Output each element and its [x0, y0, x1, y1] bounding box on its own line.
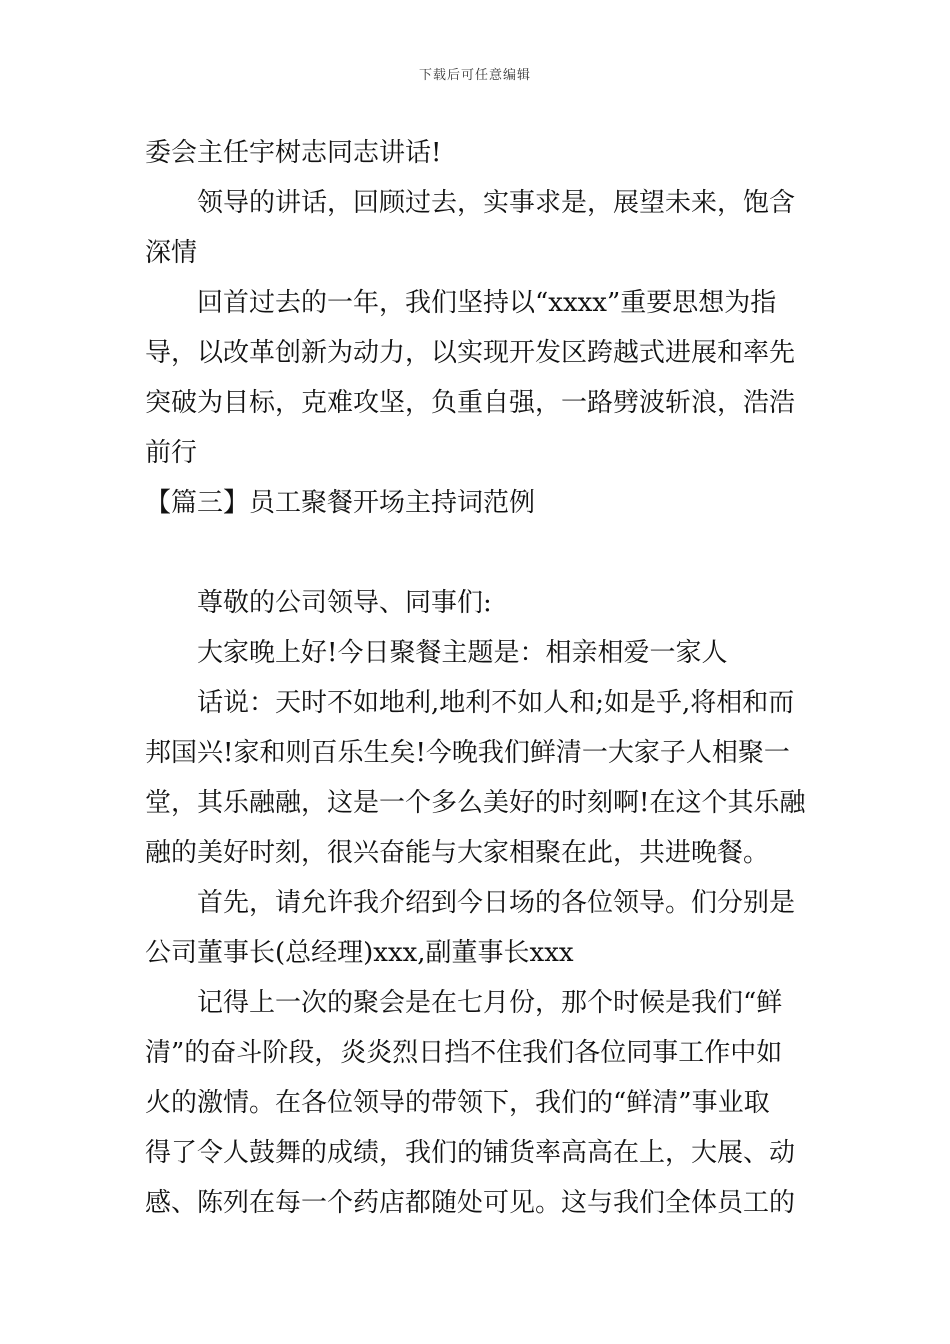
paragraph-line: 领导的讲话，回顾过去，实事求是，展望未来，饱含 — [197, 188, 796, 218]
body-line: 深情 — [145, 238, 198, 268]
body-line: 前行 — [145, 438, 198, 468]
body-line: 得了令人鼓舞的成绩，我们的铺货率高高在上，大展、动 — [145, 1138, 796, 1168]
body-line: 火的激情。在各位领导的带领下，我们的“鲜清”事业取 — [145, 1088, 770, 1118]
greeting-line: 尊敬的公司领导、同事们: — [197, 588, 492, 618]
body-line: 清”的奋斗阶段，炎炎烈日挡不住我们各位同事工作中如 — [145, 1038, 783, 1068]
blank-line — [145, 528, 810, 578]
paragraph-line: 首先，请允许我介绍到今日场的各位领导。们分别是 — [197, 888, 796, 918]
page-header-note: 下载后可任意编辑 — [418, 68, 531, 83]
paragraph-line: 大家晚上好!今日聚餐主题是：相亲相爱一家人 — [197, 638, 728, 668]
section-heading: 【篇三】员工聚餐开场主持词范例 — [145, 488, 536, 518]
body-line: 公司董事长(总经理)xxx,副董事长xxx — [145, 938, 574, 968]
body-line: 委会主任宇树志同志讲话! — [145, 138, 442, 168]
paragraph-line: 记得上一次的聚会是在七月份，那个时候是我们“鲜 — [197, 988, 783, 1018]
body-line: 突破为目标，克难攻坚，负重自强，一路劈波斩浪，浩浩 — [145, 388, 796, 418]
body-line: 感、陈列在每一个药店都随处可见。这与我们全体员工的 — [145, 1188, 796, 1218]
document-body — [145, 128, 810, 1228]
paragraph-line: 回首过去的一年，我们坚持以“xxxx”重要思想为指 — [197, 288, 777, 318]
body-line: 融的美好时刻，很兴奋能与大家相聚在此，共进晚餐。 — [145, 838, 770, 868]
paragraph-line: 话说：天时不如地利,地利不如人和;如是乎,将相和而 — [197, 688, 795, 718]
body-line: 导，以改革创新为动力，以实现开发区跨越式进展和率先 — [145, 338, 796, 368]
body-line: 邦国兴!家和则百乐生矣!今晚我们鲜清一大家子人相聚一 — [145, 738, 790, 768]
body-line: 堂，其乐融融，这是一个多么美好的时刻啊!在这个其乐融 — [145, 788, 806, 818]
